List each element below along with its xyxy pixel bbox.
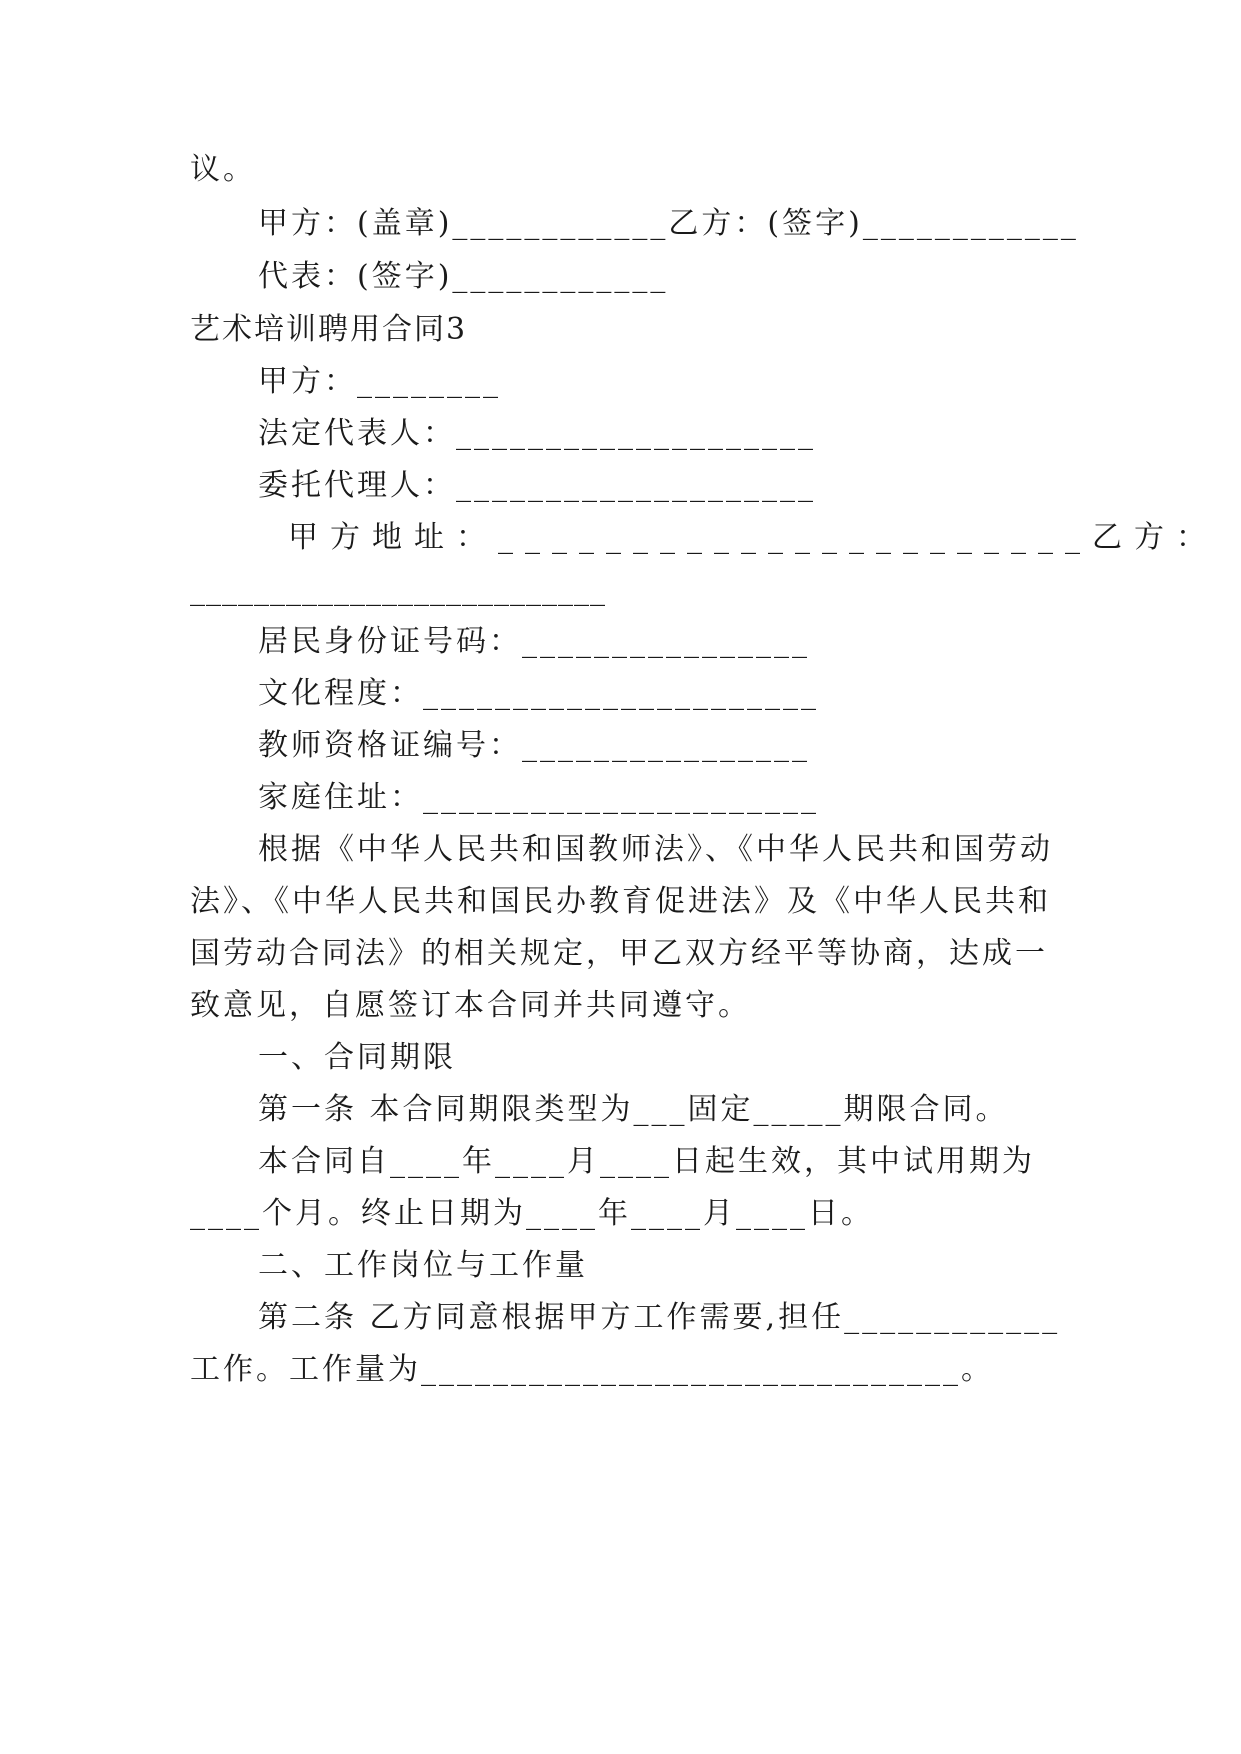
section-title: 艺术培训聘用合同3 <box>190 312 468 347</box>
clause-line: 工作。工作量为______________________________。 <box>190 1352 994 1387</box>
field-legal-representative: 法定代表人：____________________ <box>258 416 816 451</box>
section-heading: 二、工作岗位与工作量 <box>258 1248 588 1283</box>
paragraph-line: 致意见，自愿签订本合同并共同遵守。 <box>190 988 751 1023</box>
clause-line: ____个月。终止日期为____年____月____日。 <box>190 1196 874 1231</box>
section-heading: 一、合同期限 <box>258 1040 456 1075</box>
clause-line: 本合同自____年____月____日起生效，其中试用期为 <box>258 1144 1035 1179</box>
field-party-a-address: 甲方地址：______________________乙方： <box>288 520 1218 555</box>
signature-line-party-a-b: 甲方：(盖章)____________乙方：(签字)____________ <box>258 206 1079 241</box>
field-agent: 委托代理人：____________________ <box>258 468 816 503</box>
text-line: 议。 <box>190 152 256 187</box>
field-blank-line: __________________________ <box>190 572 606 607</box>
signature-line-representative: 代表：(签字)____________ <box>258 259 669 294</box>
field-id-number: 居民身份证号码：________________ <box>258 624 810 659</box>
clause-line: 第二条 乙方同意根据甲方工作需要,担任____________ <box>258 1300 1061 1335</box>
field-home-address: 家庭住址：______________________ <box>258 780 819 815</box>
paragraph-line: 法》、《中华人民共和国民办教育促进法》及《中华人民共和 <box>190 884 1051 919</box>
field-education: 文化程度：______________________ <box>258 676 819 711</box>
field-party-a: 甲方：________ <box>258 364 501 399</box>
paragraph-line: 根据《中华人民共和国教师法》、《中华人民共和国劳动 <box>258 832 1053 867</box>
paragraph-line: 国劳动合同法》的相关规定，甲乙双方经平等协商，达成一 <box>190 936 1048 971</box>
clause-line: 第一条 本合同期限类型为___固定_____期限合同。 <box>258 1092 1009 1127</box>
field-teacher-certificate: 教师资格证编号：________________ <box>258 728 810 763</box>
